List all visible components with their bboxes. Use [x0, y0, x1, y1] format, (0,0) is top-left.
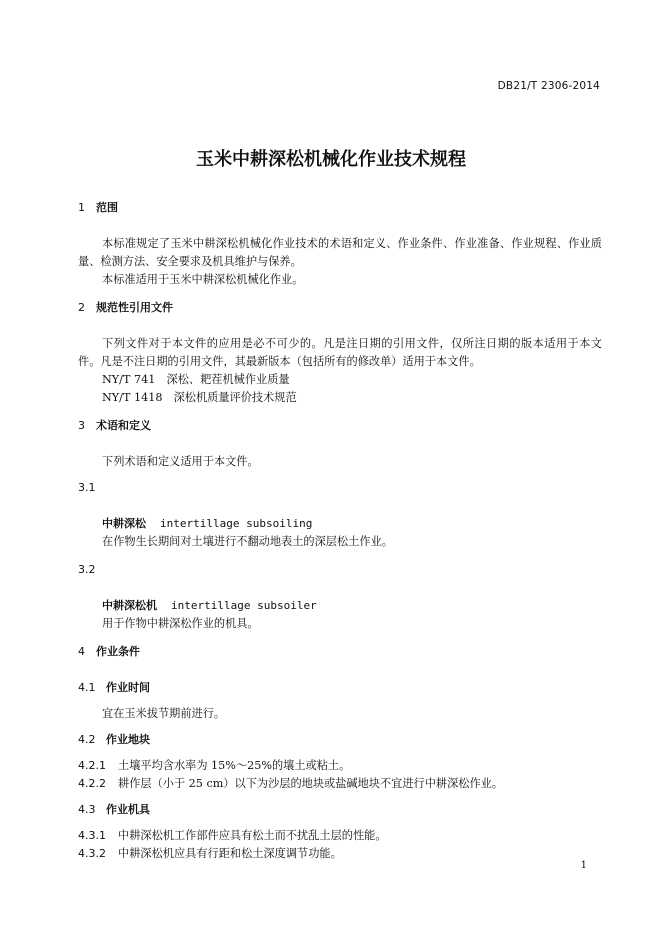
section-3-heading: [78, 417, 602, 435]
term-english: intertillage subsoiling: [160, 517, 313, 530]
document-body: [78, 199, 602, 863]
term-heading: [102, 597, 602, 615]
term-english: intertillage subsoiler: [171, 599, 317, 612]
section-3-paragraph-1: 下列术语和定义适用于本文件。: [102, 455, 259, 468]
standard-code: DB21/T 2306-2014: [497, 80, 600, 92]
subsection-4-1-heading: [78, 679, 602, 697]
subsection-title: 作业机具: [106, 803, 150, 816]
section-1-heading: [78, 199, 602, 217]
clause-number: 4.2.1: [78, 759, 106, 772]
subsection-4-1-text: 宜在玉米拔节期前进行。: [102, 707, 226, 720]
clause-text: 耕作层（小于 25 cm）以下为沙层的地块或盐碱地块不宜进行中耕深松作业。: [118, 777, 504, 790]
subsection-4-2-heading: [78, 731, 602, 749]
term-number: 3.2: [78, 563, 96, 576]
section-4-heading: [78, 643, 602, 661]
section-title: 术语和定义: [96, 419, 151, 432]
term-entry: [78, 515, 602, 551]
section-1-paragraph-2: 本标准适用于玉米中耕深松机械化作业。: [102, 273, 304, 286]
section-number: 4: [78, 645, 85, 658]
term-number: 3.1: [78, 481, 96, 494]
term-chinese: 中耕深松: [102, 517, 146, 530]
clause-item: [78, 827, 602, 845]
subsection-4-3-heading: [78, 801, 602, 819]
section-title: 规范性引用文件: [96, 301, 173, 314]
term-definition: 用于作物中耕深松作业的机具。: [102, 617, 259, 630]
section-number: 1: [78, 201, 85, 214]
clause-item: [78, 775, 602, 793]
subsection-number: 4.1: [78, 681, 96, 694]
section-2-heading: [78, 299, 602, 317]
clause-text: 中耕深松机工作部件应具有松土而不扰乱土层的性能。: [118, 829, 387, 842]
section-number: 3: [78, 419, 85, 432]
section-1-paragraph-1: 本标准规定了玉米中耕深松机械化作业技术的术语和定义、作业条件、作业准备、作业规程、作业质量、检测方法、安全要求及机具维护与保养。: [78, 237, 602, 268]
subsection-title: 作业时间: [106, 681, 150, 694]
term-chinese: 中耕深松机: [102, 599, 157, 612]
clause-text: 土壤平均含水率为 15%～25%的壤土或粘土。: [118, 759, 351, 772]
page-number: 1: [580, 860, 587, 871]
clause-item: [78, 757, 602, 775]
term-entry: [78, 597, 602, 633]
clause-item: [78, 845, 602, 863]
section-title: 范围: [96, 201, 118, 214]
clause-number: 4.3.1: [78, 829, 106, 842]
reference-item: NY/T 741 深松、耙茬机械作业质量: [102, 373, 290, 386]
section-number: 2: [78, 301, 85, 314]
subsection-number: 4.2: [78, 733, 96, 746]
term-heading: [102, 515, 602, 533]
clause-number: 4.3.2: [78, 847, 106, 860]
term-definition: 在作物生长期间对土壤进行不翻动地表土的深层松土作业。: [102, 535, 393, 548]
clause-text: 中耕深松机应具有行距和松土深度调节功能。: [118, 847, 342, 860]
section-2-paragraph-1: 下列文件对于本文件的应用是必不可少的。凡是注日期的引用文件，仅所注日期的版本适用于本文件。凡是不注日期的引用文件，其最新版本（包括所有的修改单）适用于本文件。: [78, 337, 602, 368]
reference-item: NY/T 1418 深松机质量评价技术规范: [102, 391, 297, 404]
subsection-number: 4.3: [78, 803, 96, 816]
clause-number: 4.2.2: [78, 777, 106, 790]
document-title: 玉米中耕深松机械化作业技术规程: [196, 149, 466, 170]
section-title: 作业条件: [96, 645, 140, 658]
subsection-title: 作业地块: [106, 733, 150, 746]
